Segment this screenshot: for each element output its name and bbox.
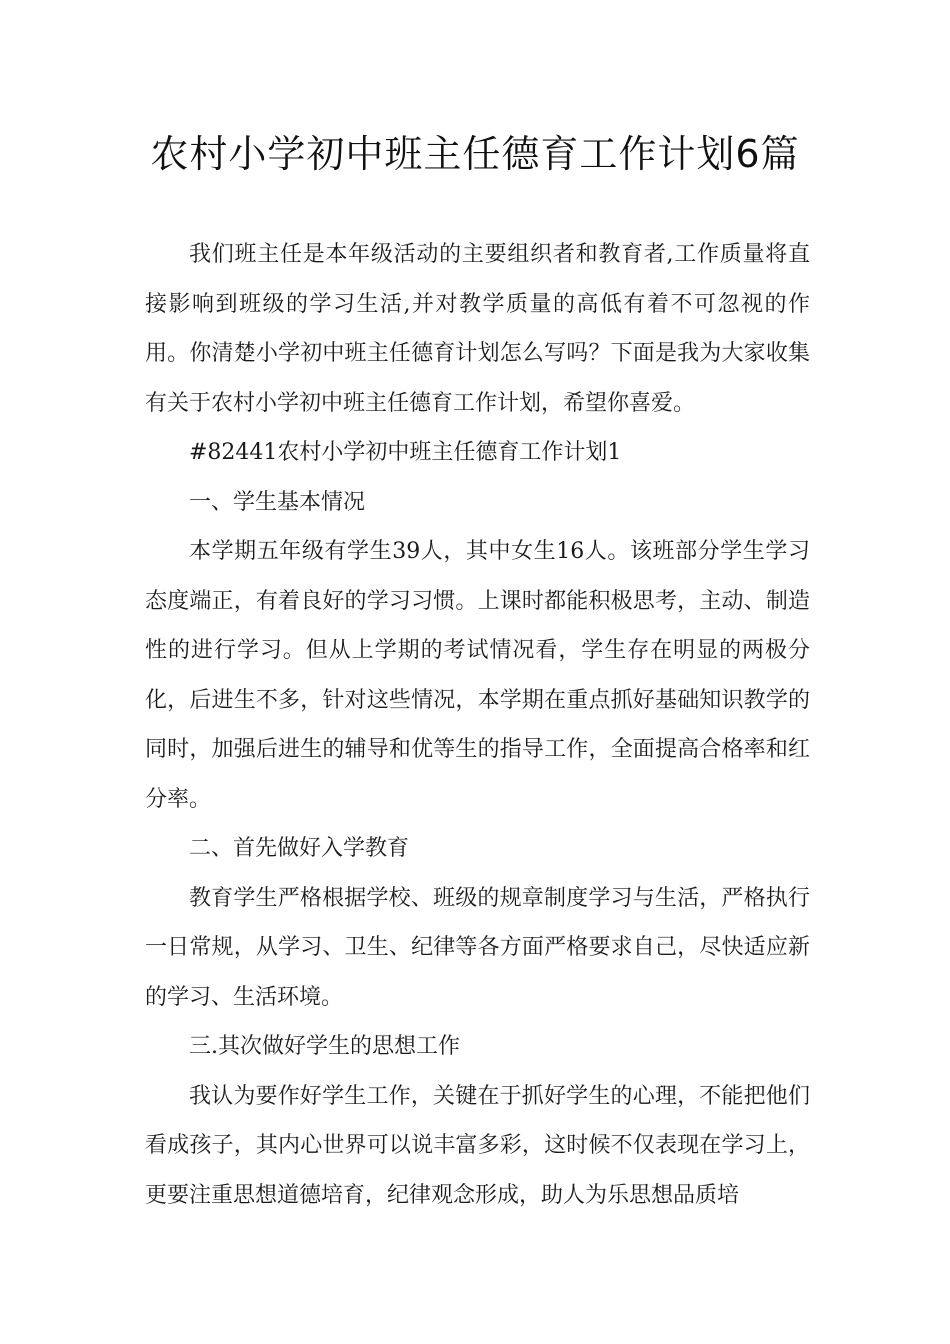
- document-title: 农村小学初中班主任德育工作计划6篇: [150, 132, 800, 176]
- document-body: [145, 230, 810, 1220]
- intro-paragraph: 我们班主任是本年级活动的主要组织者和教育者,工作质量将直接影响到班级的学习生活,并对教学质量的高低有着不可忽视的作用。你清楚小学初中班主任德育计划怎么写吗？下面是我为大家收集有关于农村小学初中班主任德育工作计划，希望你喜爱。: [145, 242, 810, 416]
- section-paragraph-2: 教育学生严格根据学校、班级的规章制度学习与生活，严格执行一日常规，从学习、卫生、纪律等各方面严格要求自己，尽快适应新的学习、生活环境。: [145, 885, 810, 1010]
- section-heading-1: 一、学生基本情况: [189, 489, 366, 515]
- section-paragraph-3: 我认为要作好学生工作，关键在于抓好学生的心理，不能把他们看成孩子，其内心世界可以说丰富多彩，这时候不仅表现在学习上，更要注重思想道德培育，纪律观念形成，助人为乐思想品质培: [145, 1083, 810, 1208]
- section-heading-2: 二、首先做好入学教育: [189, 836, 410, 861]
- plan-heading: #82441农村小学初中班主任德育工作计划1: [189, 440, 622, 465]
- section-paragraph-1: 本学期五年级有学生39人，其中女生16人。该班部分学生学习态度端正，有着良好的学习习惯。上课时都能积极思考，主动、制造性的进行学习。但从上学期的考试情况看，学生存在明显的两极分化，后进生不多，针对这些情况，本学期在重点抓好基础知识教学的同时，加强后进生的辅导和优等生的指导工作，全面提高合格率和红分率。: [145, 539, 810, 812]
- section-heading-3: 三.其次做好学生的思想工作: [189, 1034, 460, 1059]
